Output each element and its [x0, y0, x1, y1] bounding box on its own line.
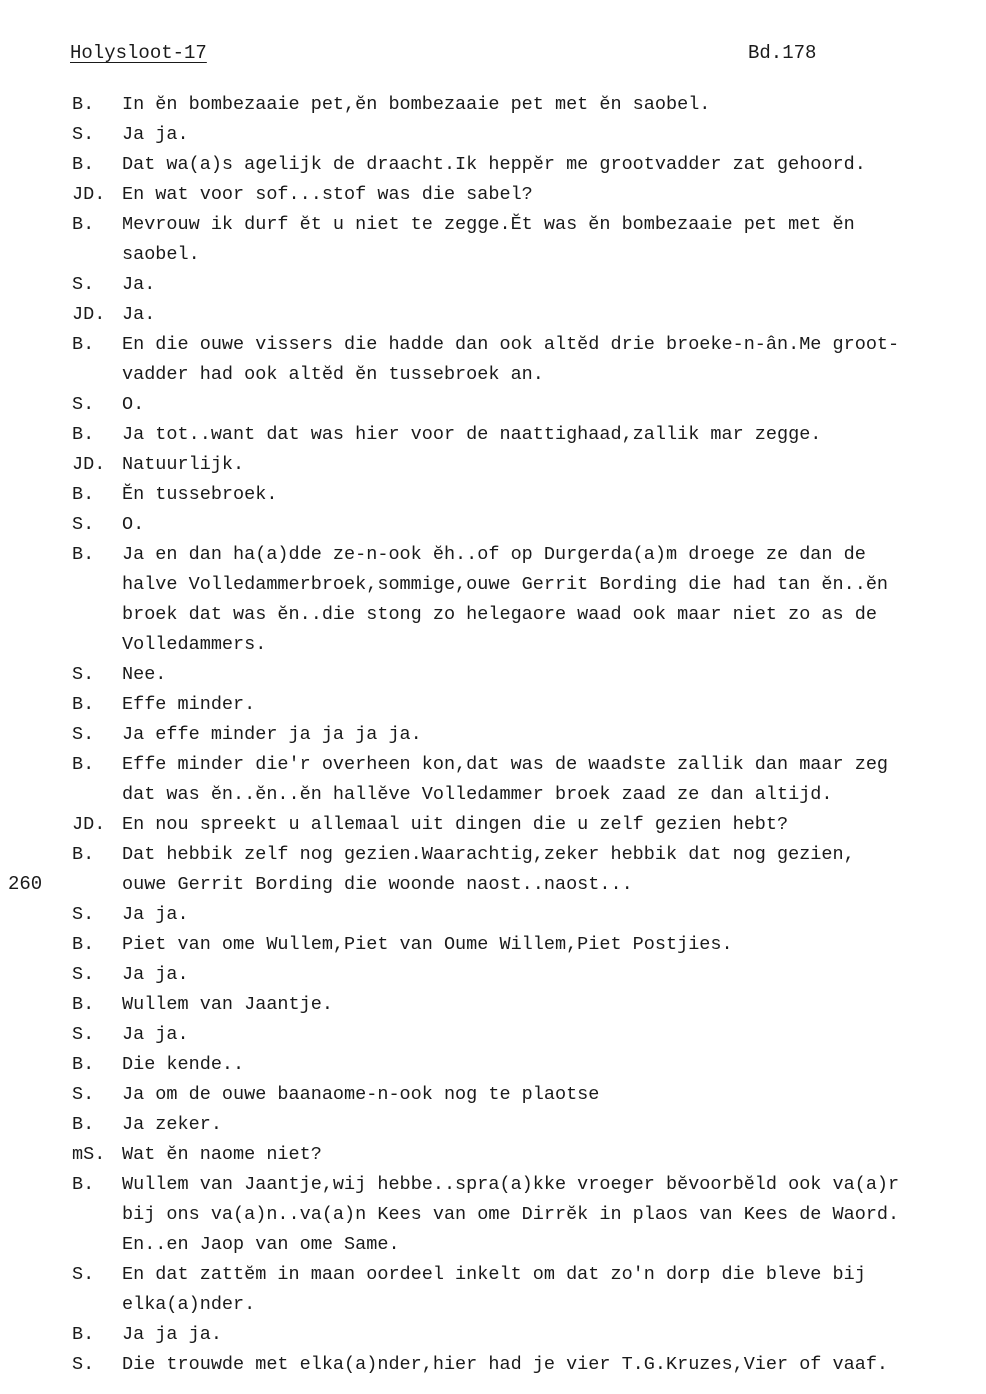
- speaker-label: B.: [72, 484, 95, 505]
- transcript-entry: [72, 1350, 986, 1380]
- speaker-label: B.: [72, 214, 95, 235]
- transcript-entry: [72, 180, 986, 210]
- transcript-entry: [72, 900, 986, 930]
- utterance-text: [122, 660, 986, 690]
- transcript-entry: [72, 660, 986, 690]
- utterance-line: elka(a)nder.: [122, 1294, 256, 1315]
- utterance-line: Die kende..: [122, 1054, 245, 1075]
- utterance-text: [122, 390, 986, 420]
- transcript-entry: [72, 960, 986, 990]
- utterance-text: [122, 690, 986, 720]
- utterance-line: En..en Jaop van ome Same.: [122, 1234, 400, 1255]
- speaker-label: B.: [72, 94, 95, 115]
- utterance-text: [122, 990, 986, 1020]
- speaker-label: S.: [72, 514, 95, 535]
- margin-number: 260: [8, 873, 43, 895]
- speaker-label: JD.: [72, 814, 106, 835]
- utterance-line: Dat hebbik zelf nog gezien.Waarachtig,zeker hebbik dat nog gezien,: [122, 844, 855, 865]
- transcript-entry: [72, 300, 986, 330]
- utterance-line: Ja.: [122, 274, 156, 295]
- utterance-text: [122, 300, 986, 330]
- utterance-text: [122, 540, 986, 660]
- utterance-line: Ja ja ja.: [122, 1324, 222, 1345]
- utterance-text: [122, 1020, 986, 1050]
- utterance-line: Ja en dan ha(a)dde ze-n-ook ĕh..of op Durgerda(a)m droege ze dan de: [122, 544, 866, 565]
- speaker-label: B.: [72, 544, 95, 565]
- transcript-entry: [72, 420, 986, 450]
- utterance-line: Ja om de ouwe baanaome-n-ook nog te plaotse: [122, 1084, 600, 1105]
- utterance-line: vadder had ook altĕd ĕn tussebroek an.: [122, 364, 544, 385]
- transcript-entry: [72, 750, 986, 810]
- utterance-line: Ja ja.: [122, 1024, 189, 1045]
- utterance-text: [122, 330, 986, 390]
- utterance-line: Piet van ome Wullem,Piet van Oume Willem,Piet Postjies.: [122, 934, 733, 955]
- document-title: Holysloot-17: [70, 42, 207, 64]
- utterance-line: Effe minder.: [122, 694, 256, 715]
- utterance-text: [122, 1140, 986, 1170]
- speaker-label: B.: [72, 154, 95, 175]
- utterance-text: [122, 120, 986, 150]
- transcript-entry: [72, 1260, 986, 1320]
- utterance-text: [122, 510, 986, 540]
- speaker-label: B.: [72, 844, 95, 865]
- page-reference: Bd.178: [748, 42, 817, 64]
- utterance-line: Die trouwde met elka(a)nder,hier had je vier T.G.Kruzes,Vier of vaaf.: [122, 1354, 889, 1375]
- transcript-entry: [72, 120, 986, 150]
- utterance-line: En nou spreekt u allemaal uit dingen die u zelf gezien hebt?: [122, 814, 789, 835]
- utterance-line: bij ons va(a)n..va(a)n Kees van ome Dirrĕk in plaos van Kees de Waord.: [122, 1204, 900, 1225]
- transcript-entry: [72, 90, 986, 120]
- speaker-label: S.: [72, 964, 95, 985]
- transcript-entry: [72, 1140, 986, 1170]
- speaker-label: mS.: [72, 1144, 106, 1165]
- utterance-text: [122, 1080, 986, 1110]
- utterance-text: [122, 1350, 986, 1380]
- utterance-text: [122, 450, 986, 480]
- utterance-line: Ja ja.: [122, 964, 189, 985]
- speaker-label: B.: [72, 934, 95, 955]
- utterance-text: [122, 1110, 986, 1140]
- utterance-text: [122, 840, 986, 900]
- utterance-line: In ĕn bombezaaie pet,ĕn bombezaaie pet met ĕn saobel.: [122, 94, 711, 115]
- utterance-line: Ja ja.: [122, 124, 189, 145]
- speaker-label: S.: [72, 1084, 95, 1105]
- utterance-line: O.: [122, 394, 145, 415]
- speaker-label: B.: [72, 1114, 95, 1135]
- utterance-line: Ja tot..want dat was hier voor de naattighaad,zallik mar zegge.: [122, 424, 822, 445]
- speaker-label: S.: [72, 724, 95, 745]
- speaker-label: S.: [72, 904, 95, 925]
- utterance-text: [122, 750, 986, 810]
- speaker-label: S.: [72, 1024, 95, 1045]
- utterance-line: En die ouwe vissers die hadde dan ook altĕd drie broeke-n-ân.Me groot-: [122, 334, 900, 355]
- speaker-label: S.: [72, 1264, 95, 1285]
- transcript-entry: [72, 1320, 986, 1350]
- utterance-line: ouwe Gerrit Bording die woonde naost..naost...: [122, 874, 633, 895]
- transcript: [72, 90, 986, 1380]
- utterance-text: [122, 480, 986, 510]
- speaker-label: B.: [72, 754, 95, 775]
- speaker-label: B.: [72, 1324, 95, 1345]
- utterance-text: [122, 960, 986, 990]
- transcript-entry: [72, 540, 986, 660]
- speaker-label: S.: [72, 124, 95, 145]
- utterance-line: Wat ĕn naome niet?: [122, 1144, 322, 1165]
- utterance-line: Wullem van Jaantje.: [122, 994, 333, 1015]
- transcript-entry: [72, 1020, 986, 1050]
- utterance-line: Mevrouw ik durf ĕt u niet te zegge.Ĕt was ĕn bombezaaie pet met ĕn: [122, 214, 855, 235]
- utterance-text: [122, 1050, 986, 1080]
- transcript-entry: [72, 480, 986, 510]
- speaker-label: B.: [72, 694, 95, 715]
- speaker-label: JD.: [72, 304, 106, 325]
- transcript-entry: [72, 150, 986, 180]
- speaker-label: B.: [72, 334, 95, 355]
- utterance-line: Natuurlijk.: [122, 454, 245, 475]
- speaker-label: S.: [72, 274, 95, 295]
- utterance-line: Nee.: [122, 664, 167, 685]
- utterance-line: Dat wa(a)s agelijk de draacht.Ik heppĕr me grootvadder zat gehoord.: [122, 154, 866, 175]
- utterance-line: En wat voor sof...stof was die sabel?: [122, 184, 533, 205]
- utterance-text: [122, 180, 986, 210]
- utterance-line: Wullem van Jaantje,wij hebbe..spra(a)kke vroeger bĕvoorbĕld ook va(a)r: [122, 1174, 900, 1195]
- utterance-text: [122, 420, 986, 450]
- transcript-entry: [72, 210, 986, 270]
- utterance-text: [122, 720, 986, 750]
- utterance-line: Effe minder die'r overheen kon,dat was de waadste zallik dan maar zeg: [122, 754, 889, 775]
- speaker-label: B.: [72, 1174, 95, 1195]
- speaker-label: S.: [72, 394, 95, 415]
- transcript-entry: [72, 930, 986, 960]
- speaker-label: B.: [72, 1054, 95, 1075]
- speaker-label: B.: [72, 424, 95, 445]
- utterance-text: [122, 1260, 986, 1320]
- transcript-entry: [72, 1050, 986, 1080]
- utterance-line: O.: [122, 514, 145, 535]
- transcript-entry: [72, 690, 986, 720]
- utterance-text: [122, 810, 986, 840]
- transcript-entry: [72, 390, 986, 420]
- utterance-text: [122, 270, 986, 300]
- transcript-entry: [72, 510, 986, 540]
- utterance-text: [122, 1170, 986, 1260]
- speaker-label: JD.: [72, 184, 106, 205]
- utterance-text: [122, 210, 986, 270]
- utterance-line: halve Volledammerbroek,sommige,ouwe Gerrit Bording die had tan ĕn..ĕn: [122, 574, 889, 595]
- speaker-label: B.: [72, 994, 95, 1015]
- speaker-label: S.: [72, 1354, 95, 1375]
- utterance-text: [122, 90, 986, 120]
- transcript-entry: [72, 840, 986, 900]
- utterance-line: Ja.: [122, 304, 156, 325]
- utterance-line: broek dat was ĕn..die stong zo helegaore waad ook maar niet zo as de: [122, 604, 877, 625]
- speaker-label: JD.: [72, 454, 106, 475]
- utterance-text: [122, 1320, 986, 1350]
- utterance-text: [122, 150, 986, 180]
- utterance-line: dat was ĕn..ĕn..ĕn hallĕve Volledammer broek zaad ze dan altijd.: [122, 784, 833, 805]
- utterance-line: Ja zeker.: [122, 1114, 222, 1135]
- utterance-text: [122, 930, 986, 960]
- speaker-label: S.: [72, 664, 95, 685]
- utterance-line: Ĕn tussebroek.: [122, 484, 278, 505]
- utterance-text: [122, 900, 986, 930]
- utterance-line: En dat zattĕm in maan oordeel inkelt om dat zo'n dorp die bleve bij: [122, 1264, 866, 1285]
- utterance-line: saobel.: [122, 244, 200, 265]
- transcript-entry: [72, 1170, 986, 1260]
- transcript-entry: [72, 1110, 986, 1140]
- utterance-line: Ja ja.: [122, 904, 189, 925]
- transcript-entry: [72, 990, 986, 1020]
- utterance-line: Ja effe minder ja ja ja ja.: [122, 724, 422, 745]
- utterance-line: Volledammers.: [122, 634, 267, 655]
- transcript-entry: [72, 450, 986, 480]
- transcript-entry: [72, 810, 986, 840]
- transcript-entry: [72, 330, 986, 390]
- transcript-entry: [72, 270, 986, 300]
- transcript-entry: [72, 720, 986, 750]
- transcript-entry: [72, 1080, 986, 1110]
